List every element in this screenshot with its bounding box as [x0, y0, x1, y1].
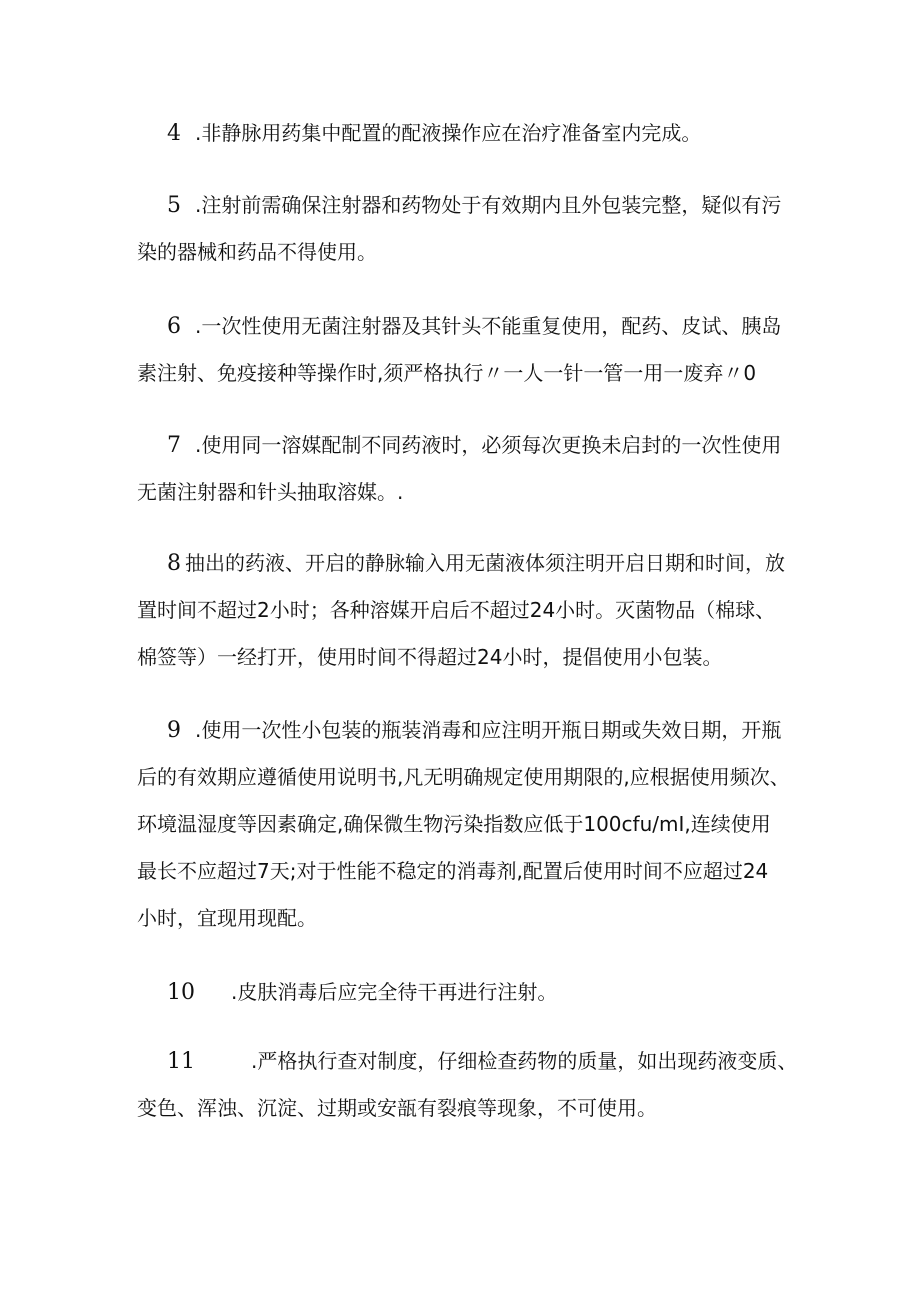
item-text: 最长不应超过7天;对于性能不稳定的消毒剂,配置后使用时间不应超过24 [137, 859, 769, 883]
paragraph-line [137, 643, 722, 671]
paragraph-line [167, 1047, 797, 1075]
item-number: 6 [167, 314, 181, 339]
paragraph-line [137, 857, 768, 885]
paragraph-line [167, 191, 781, 219]
item-text: .注射前需确保注射器和药物处于有效期内且外包装完整，疑似有污 [195, 193, 782, 217]
item-number: 11 [167, 1049, 195, 1074]
item-text: .使用同一溶媒配制不同药液时，必须每次更换未启封的一次性使用 [195, 433, 782, 457]
item-number: 7 [167, 433, 181, 458]
paragraph-line [137, 478, 403, 506]
item-text: 置时间不超过2小时；各种溶媒开启后不超过24小时。灭菌物品（棉球、 [137, 598, 776, 622]
item-text: .皮肤消毒后应完全待干再进行注射。 [231, 980, 558, 1004]
item-text: .严格执行查对制度，仔细检查药物的质量，如出现药液变质、 [251, 1049, 798, 1073]
paragraph-line [137, 810, 771, 838]
paragraph-line [167, 716, 781, 744]
item-number: 8 [167, 551, 181, 576]
item-text: 小时，宜现用现配。 [137, 906, 317, 930]
paragraph-line [137, 359, 756, 387]
item-text: 棉签等）一经打开，使用时间不得超过24小时，提倡使用小包装。 [137, 645, 723, 669]
item-text: .非静脉用药集中配置的配液操作应在治疗准备室内完成。 [195, 121, 702, 145]
paragraph-line [167, 549, 785, 577]
paragraph-line [137, 1094, 657, 1122]
paragraph-line [137, 904, 317, 932]
paragraph-line [167, 978, 557, 1006]
item-text: 抽出的药液、开启的静脉输入用无菌液体须注明开启日期和时间，放 [185, 551, 785, 575]
item-number: 9 [167, 718, 181, 743]
item-text: 后的有效期应遵循使用说明书,凡无明确规定使用期限的,应根据使用频次、 [137, 765, 790, 789]
item-number: 5 [167, 193, 181, 218]
item-text: 无菌注射器和针头抽取溶媒。. [137, 480, 404, 504]
item-number: 4 [167, 121, 181, 146]
paragraph-line [137, 596, 775, 624]
paragraph-line [167, 312, 781, 340]
paragraph-line [137, 238, 377, 266]
paragraph-line [167, 119, 701, 147]
item-text: 环境温湿度等因素确定,确保微生物污染指数应低于100cfu/mI,连续使用 [137, 812, 771, 836]
item-text: .使用一次性小包装的瓶装消毒和应注明开瓶日期或失效日期，开瓶 [195, 718, 782, 742]
paragraph-line [137, 763, 790, 791]
item-text: 染的器械和药品不得使用。 [137, 240, 377, 264]
item-number: 10 [167, 980, 195, 1005]
item-text: 变色、浑浊、沉淀、过期或安瓿有裂痕等现象，不可使用。 [137, 1096, 657, 1120]
item-text: .一次性使用无菌注射器及其针头不能重复使用，配药、皮试、胰岛 [195, 314, 782, 338]
paragraph-line [167, 431, 781, 459]
item-text: 素注射、免疫接种等操作时,须严格执行〃一人一针一管一用一废弃〃0 [137, 361, 757, 385]
